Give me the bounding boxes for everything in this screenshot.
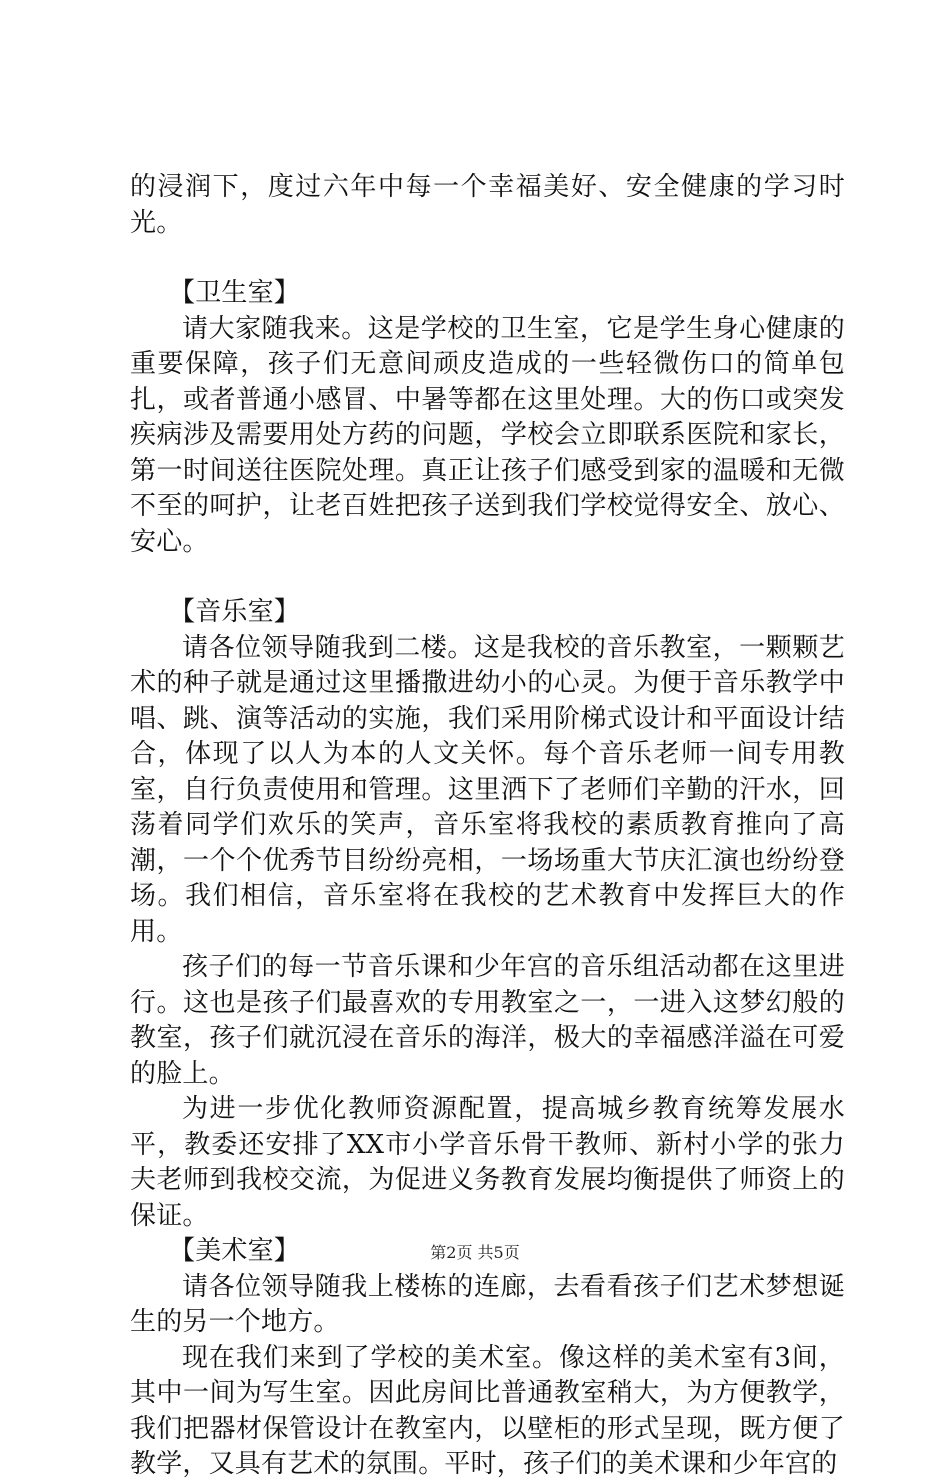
section-gap (130, 241, 845, 276)
art-paragraph-1: 请各位领导随我上楼栋的连廊，去看看孩子们艺术梦想诞生的另一个地方。 (130, 1271, 845, 1337)
clinic-paragraph: 请大家随我来。这是学校的卫生室，它是学生身心健康的重要保障，孩子们无意间顽皮造成的一些轻微伤口的简单包扎，或者普通小感冒、中暑等都在这里处理。大的伤口或突发疾病涉及需要用处方药的问题，学校会立即联系医院和家长，第一时间送往医院处理。真正让孩子们感受到家的温暖和无微不至的呵护，让老百姓把孩子送到我们学校觉得安全、放心、安心。 (130, 313, 845, 557)
section-heading-music: 【音乐室】 (169, 597, 301, 627)
section-heading-art: 【美术室】 (169, 1236, 301, 1266)
music-paragraph-1: 请各位领导随我到二楼。这是我校的音乐教室，一颗颗艺术的种子就是通过这里播撒进幼小的心灵。为便于音乐教学中唱、跳、演等活动的实施，我们采用阶梯式设计和平面设计结合，体现了以人为本的人文关怀。每个音乐老师一间专用教室，自行负责使用和管理。这里洒下了老师们辛勤的汗水，回荡着同学们欢乐的笑声，音乐室将我校的素质教育推向了高潮，一个个优秀节目纷纷亮相，一场场重大节庆汇演也纷纷登场。我们相信，音乐室将在我校的艺术教育中发挥巨大的作用。 (130, 632, 845, 947)
document-body (130, 170, 845, 1483)
section-heading-clinic: 【卫生室】 (169, 278, 301, 308)
page-footer: 第2页 共5页 (430, 1243, 520, 1262)
section-gap (130, 560, 845, 595)
lead-paragraph: 的浸润下，度过六年中每一个幸福美好、安全健康的学习时光。 (130, 172, 845, 238)
music-paragraph-3: 为进一步优化教师资源配置，提高城乡教育统筹发展水平，教委还安排了XX市小学音乐骨干教师、新村小学的张力夫老师到我校交流，为促进义务教育发展均衡提供了师资上的保证。 (130, 1094, 845, 1231)
art-paragraph-2: 现在我们来到了学校的美术室。像这样的美术室有3间，其中一间为写生室。因此房间比普通教室稍大，为方便教学，我们把器材保管设计在教室内，以壁柜的形式呈现，既方便了教学，又具有艺术的氛围。平时，孩子们的美术课和少年宫的 (130, 1342, 845, 1479)
music-paragraph-2: 孩子们的每一节音乐课和少年宫的音乐组活动都在这里进行。这也是孩子们最喜欢的专用教室之一，一进入这梦幻般的教室，孩子们就沉浸在音乐的海洋，极大的幸福感洋溢在可爱的脸上。 (130, 952, 845, 1089)
